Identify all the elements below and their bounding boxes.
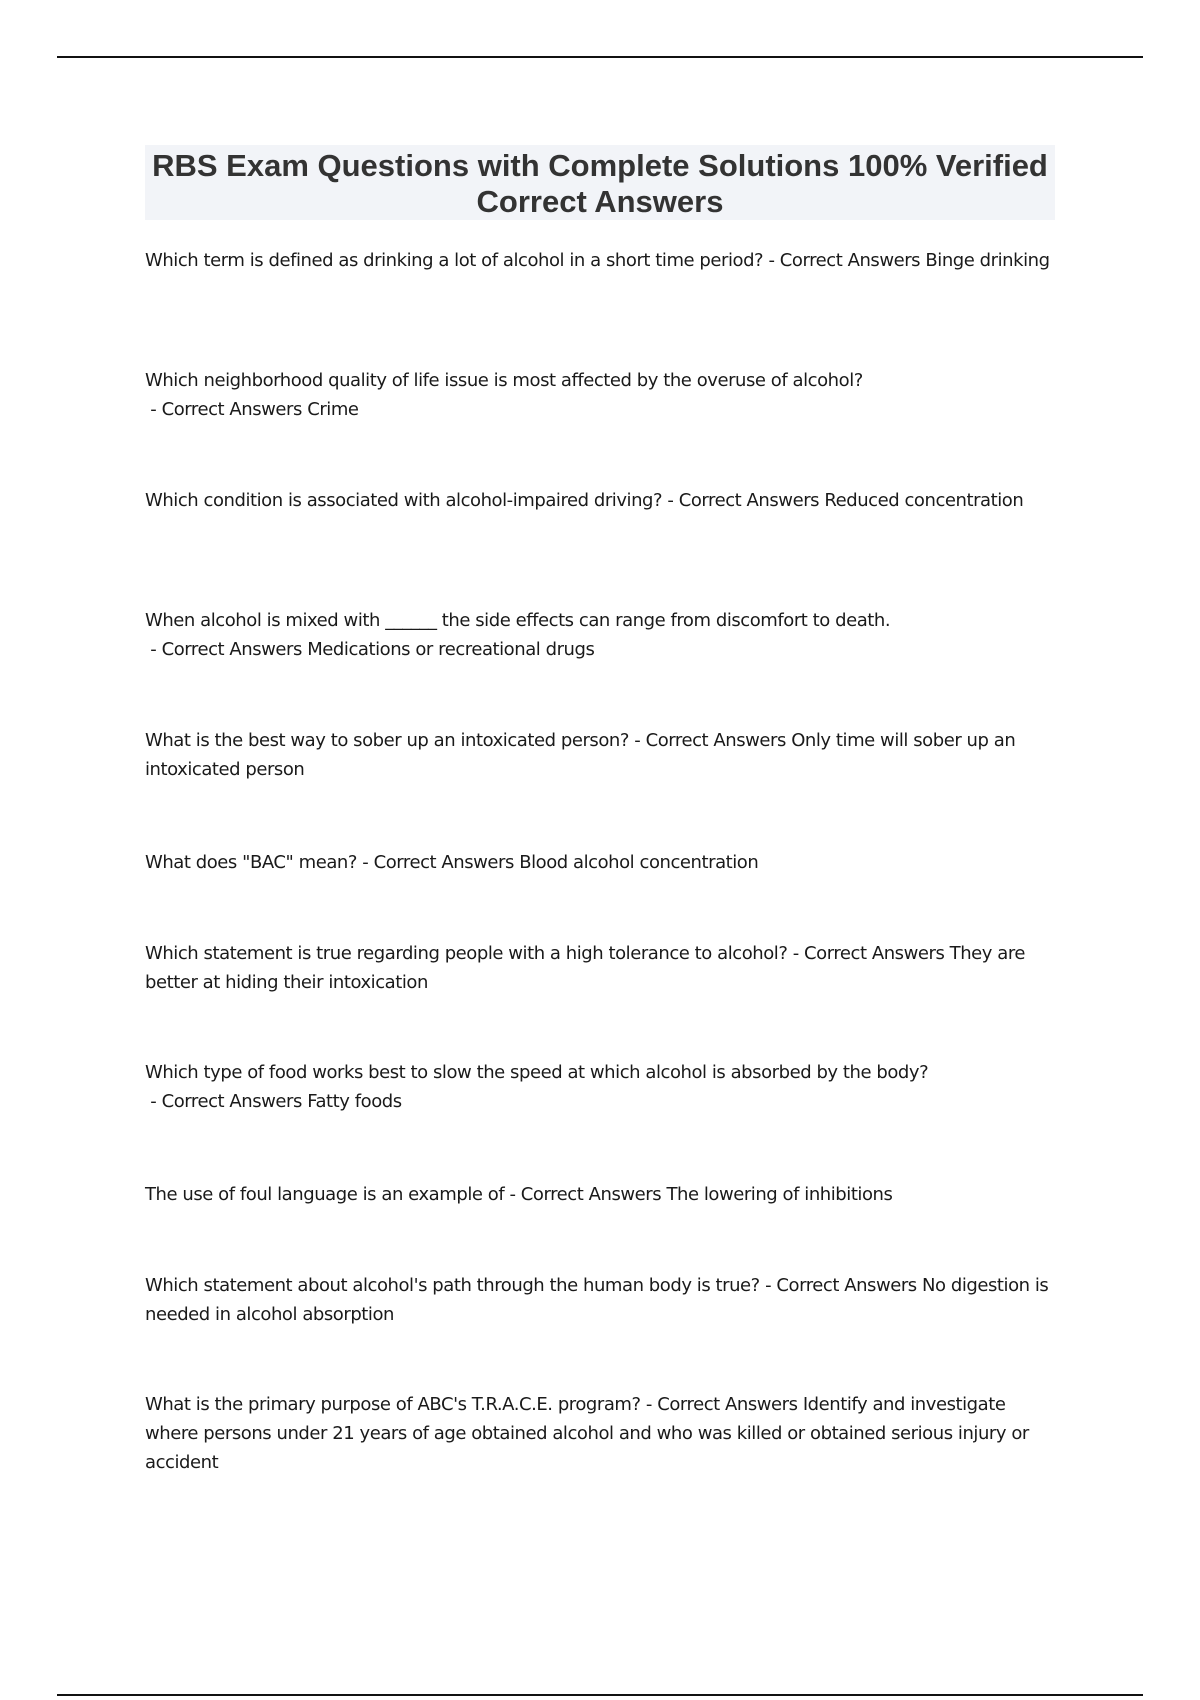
question-text: The use of foul language is an example of [145,1184,505,1205]
question-text: What is the best way to sober up an intoxicated person? [145,730,629,751]
answer-text: Binge drinking [925,250,1050,271]
question-text: Which term is defined as drinking a lot of alcohol in a short time period? [145,250,764,271]
answer-separator: - Correct Answers [628,730,792,751]
answer-separator: - Correct Answers [640,1394,803,1415]
title-banner [145,145,1055,220]
answer-separator: - Correct Answers [356,852,520,873]
top-rule [57,56,1143,58]
answer-text: Crime [307,399,359,420]
qa-item [145,366,1060,424]
answer-text: Only time will sober up an intoxicated person [145,730,1016,780]
qa-item [145,606,1060,664]
answer-separator: - Correct Answers [759,1275,923,1296]
qa-item [145,848,1060,877]
answer-text: They are better at hiding their intoxication [145,943,1026,993]
answer-separator: - Correct Answers [145,399,308,420]
answer-text: Reduced concentration [824,490,1024,511]
qa-item [145,939,1060,997]
answer-separator: - Correct Answers [662,490,825,511]
answer-separator: - Correct Answers [787,943,950,964]
qa-item [145,1271,1060,1329]
question-text: Which type of food works best to slow the speed at which alcohol is absorbed by the body? [145,1062,929,1083]
question-text: What does "BAC" mean? [145,852,357,873]
document-title: RBS Exam Questions with Complete Solutions 100% Verified Correct Answers [152,148,1048,219]
question-text: What is the primary purpose of ABC's T.R.A.C.E. program? [145,1394,641,1415]
qa-item [145,726,1060,784]
qa-item [145,1058,1060,1116]
answer-text: No digestion is needed in alcohol absorption [145,1275,1049,1325]
answer-separator: - Correct Answers [145,639,308,660]
qa-item [145,1180,1060,1209]
answer-text: Identify and investigate where persons under 21 years of age obtained alcohol and who was killed or obtained serious injury or accident [145,1394,1029,1473]
answer-separator: - Correct Answers [763,250,926,271]
answer-separator: - Correct Answers [504,1184,667,1205]
bottom-rule [57,1694,1143,1696]
answer-text: Blood alcohol concentration [519,852,759,873]
answer-text: Fatty foods [307,1091,402,1112]
question-text: When alcohol is mixed with ______ the side effects can range from discomfort to death. [145,610,891,631]
question-text: Which condition is associated with alcohol-impaired driving? [145,490,663,511]
answer-text: Medications or recreational drugs [307,639,595,660]
question-text: Which statement is true regarding people with a high tolerance to alcohol? [145,943,788,964]
qa-item [145,246,1060,275]
question-text: Which statement about alcohol's path through the human body is true? [145,1275,760,1296]
answer-text: The lowering of inhibitions [666,1184,893,1205]
question-text: Which neighborhood quality of life issue is most affected by the overuse of alcohol? [145,370,863,391]
qa-item [145,486,1060,515]
answer-separator: - Correct Answers [145,1091,308,1112]
qa-item [145,1390,1060,1477]
